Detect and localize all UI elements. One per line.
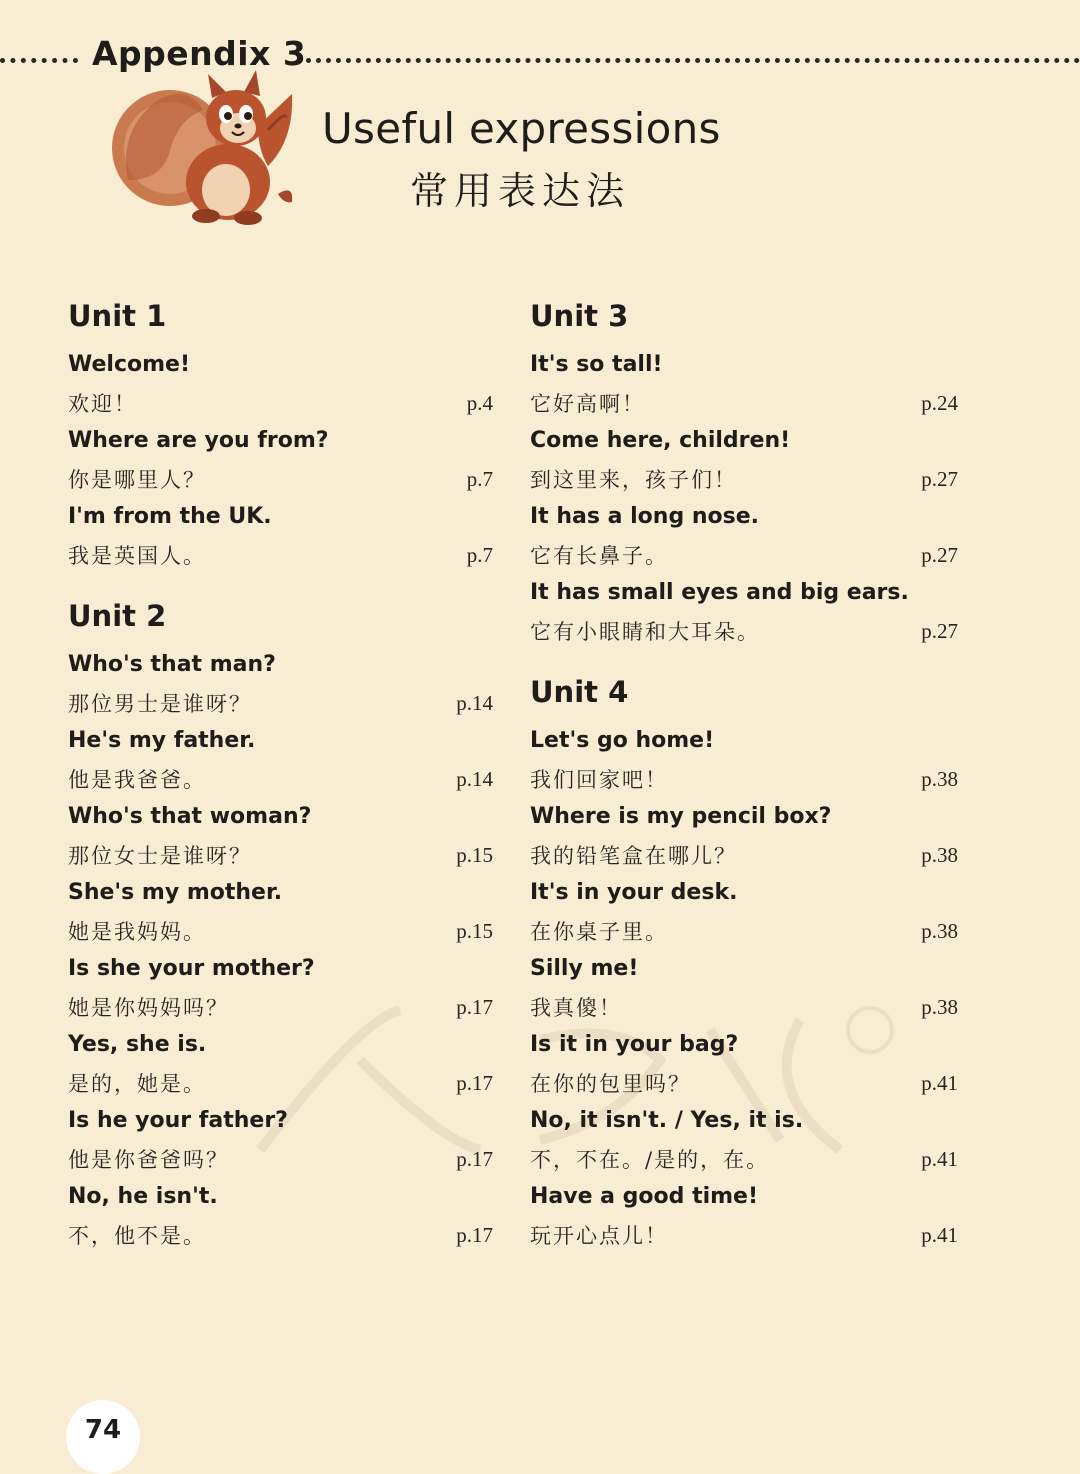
phrase-english: It's so tall! (530, 352, 663, 377)
phrase-english: It has small eyes and big ears. (530, 580, 909, 605)
phrase-chinese: 欢迎！ (68, 392, 137, 416)
unit-title: Unit 4 (530, 675, 629, 709)
phrase-english: Who's that man? (68, 652, 276, 677)
phrase-entry (530, 1102, 958, 1178)
page-reference: p.14 (456, 766, 493, 791)
phrase-english: Yes, she is. (68, 1032, 207, 1057)
phrase-entry (68, 646, 493, 722)
page-reference: p.4 (466, 390, 493, 415)
page-reference: p.41 (921, 1146, 958, 1171)
unit-1-section (68, 298, 493, 574)
phrase-translation-row (530, 1064, 958, 1102)
page-number: 74 (84, 1415, 122, 1445)
page-reference: p.27 (921, 542, 958, 567)
page-reference: p.24 (921, 390, 958, 415)
phrase-translation-row (68, 1064, 493, 1102)
phrase-translation-row (530, 536, 958, 574)
phrase-entry (530, 346, 958, 422)
phrase-english: Is it in your bag? (530, 1032, 739, 1057)
phrase-english: I'm from the UK. (68, 504, 272, 529)
phrase-translation-row (68, 1216, 493, 1254)
page-reference: p.38 (921, 766, 958, 791)
phrase-entry (530, 422, 958, 498)
phrase-entry (68, 950, 493, 1026)
left-column (68, 298, 493, 1278)
phrase-english: Where is my pencil box? (530, 804, 832, 829)
phrase-chinese: 到这里来，孩子们！ (530, 468, 737, 492)
page-reference: p.15 (456, 842, 493, 867)
unit-4-section (530, 674, 958, 1254)
phrase-english: No, he isn't. (68, 1184, 218, 1209)
phrase-entry (68, 498, 493, 574)
phrase-entry (530, 1178, 958, 1254)
phrase-chinese: 在你的包里吗？ (530, 1072, 691, 1096)
phrase-entry (530, 874, 958, 950)
phrase-translation-row (68, 836, 493, 874)
page-reference: p.7 (466, 542, 493, 567)
page-reference: p.17 (456, 1146, 493, 1171)
phrase-english: Silly me! (530, 956, 639, 981)
phrase-english: It's in your desk. (530, 880, 738, 905)
squirrel-icon (108, 70, 300, 230)
unit-title: Unit 3 (530, 299, 629, 333)
phrase-translation-row (68, 760, 493, 798)
phrase-entry (68, 874, 493, 950)
phrase-translation-row (68, 684, 493, 722)
phrase-chinese: 我的铅笔盒在哪儿？ (530, 844, 737, 868)
phrase-chinese: 他是你爸爸吗？ (68, 1148, 229, 1172)
phrase-chinese: 你是哪里人？ (68, 468, 206, 492)
page-reference: p.27 (921, 466, 958, 491)
page-reference: p.17 (456, 994, 493, 1019)
phrase-translation-row (530, 988, 958, 1026)
page-reference: p.17 (456, 1070, 493, 1095)
page-reference: p.38 (921, 918, 958, 943)
phrase-entry (68, 798, 493, 874)
phrase-translation-row (68, 988, 493, 1026)
page-reference: p.38 (921, 842, 958, 867)
phrase-chinese: 不，他不是。 (68, 1224, 206, 1248)
phrase-chinese: 那位女士是谁呀？ (68, 844, 252, 868)
phrase-chinese: 不，不在。/是的，在。 (530, 1148, 770, 1172)
phrase-entry (68, 1026, 493, 1102)
phrase-chinese: 他是我爸爸。 (68, 768, 206, 792)
phrase-translation-row (68, 912, 493, 950)
phrase-entry (530, 950, 958, 1026)
phrase-english: She's my mother. (68, 880, 283, 905)
page-reference: p.41 (921, 1070, 958, 1095)
phrase-english: Welcome! (68, 352, 190, 377)
phrase-chinese: 她是我妈妈。 (68, 920, 206, 944)
phrase-entry (530, 574, 958, 650)
phrase-entry (68, 422, 493, 498)
phrase-entry (530, 798, 958, 874)
title-chinese: 常用表达法 (410, 169, 631, 213)
phrase-entry (68, 1102, 493, 1178)
phrase-translation-row (530, 384, 958, 422)
phrase-translation-row (530, 836, 958, 874)
phrase-english: He's my father. (68, 728, 256, 753)
phrase-chinese: 它有长鼻子。 (530, 544, 668, 568)
appendix-label: Appendix 3 (92, 34, 307, 73)
phrase-translation-row (68, 536, 493, 574)
phrase-entry (68, 722, 493, 798)
phrase-chinese: 在你桌子里。 (530, 920, 668, 944)
page-reference: p.41 (921, 1222, 958, 1247)
phrase-translation-row (68, 384, 493, 422)
page-reference: p.15 (456, 918, 493, 943)
phrase-translation-row (68, 460, 493, 498)
phrase-entry (530, 722, 958, 798)
page-reference: p.38 (921, 994, 958, 1019)
right-column (530, 298, 958, 1278)
phrase-entry (68, 1178, 493, 1254)
dotted-rule-left (0, 58, 78, 63)
phrase-english: Where are you from? (68, 428, 329, 453)
page-reference: p.7 (466, 466, 493, 491)
title-english: Useful expressions (322, 104, 721, 153)
unit-title: Unit 1 (68, 299, 167, 333)
phrase-chinese: 我真傻！ (530, 996, 622, 1020)
phrase-english: No, it isn't. / Yes, it is. (530, 1108, 804, 1133)
phrase-chinese: 我是英国人。 (68, 544, 206, 568)
unit-title: Unit 2 (68, 599, 167, 633)
phrase-chinese: 那位男士是谁呀？ (68, 692, 252, 716)
phrase-translation-row (530, 460, 958, 498)
page-reference: p.14 (456, 690, 493, 715)
phrase-english: Is she your mother? (68, 956, 315, 981)
phrase-translation-row (68, 1140, 493, 1178)
phrase-translation-row (530, 1216, 958, 1254)
phrase-entry (530, 498, 958, 574)
phrase-entry (530, 1026, 958, 1102)
phrase-chinese: 我们回家吧！ (530, 768, 668, 792)
phrase-translation-row (530, 1140, 958, 1178)
phrase-translation-row (530, 760, 958, 798)
phrase-english: It has a long nose. (530, 504, 760, 529)
phrase-english: Who's that woman? (68, 804, 312, 829)
page-reference: p.17 (456, 1222, 493, 1247)
phrase-entry (68, 346, 493, 422)
phrase-english: Have a good time! (530, 1184, 759, 1209)
phrase-english: Is he your father? (68, 1108, 288, 1133)
phrase-chinese: 是的，她是。 (68, 1072, 206, 1096)
phrase-translation-row (530, 912, 958, 950)
phrase-chinese: 它有小眼睛和大耳朵。 (530, 620, 760, 644)
phrase-chinese: 玩开心点儿！ (530, 1224, 668, 1248)
phrase-chinese: 它好高啊！ (530, 392, 645, 416)
unit-3-section (530, 298, 958, 650)
phrase-translation-row (530, 612, 958, 650)
dotted-rule-right (306, 58, 1080, 63)
phrase-english: Come here, children! (530, 428, 791, 453)
phrase-chinese: 她是你妈妈吗？ (68, 996, 229, 1020)
unit-2-section (68, 598, 493, 1254)
page-reference: p.27 (921, 618, 958, 643)
phrase-english: Let's go home! (530, 728, 715, 753)
